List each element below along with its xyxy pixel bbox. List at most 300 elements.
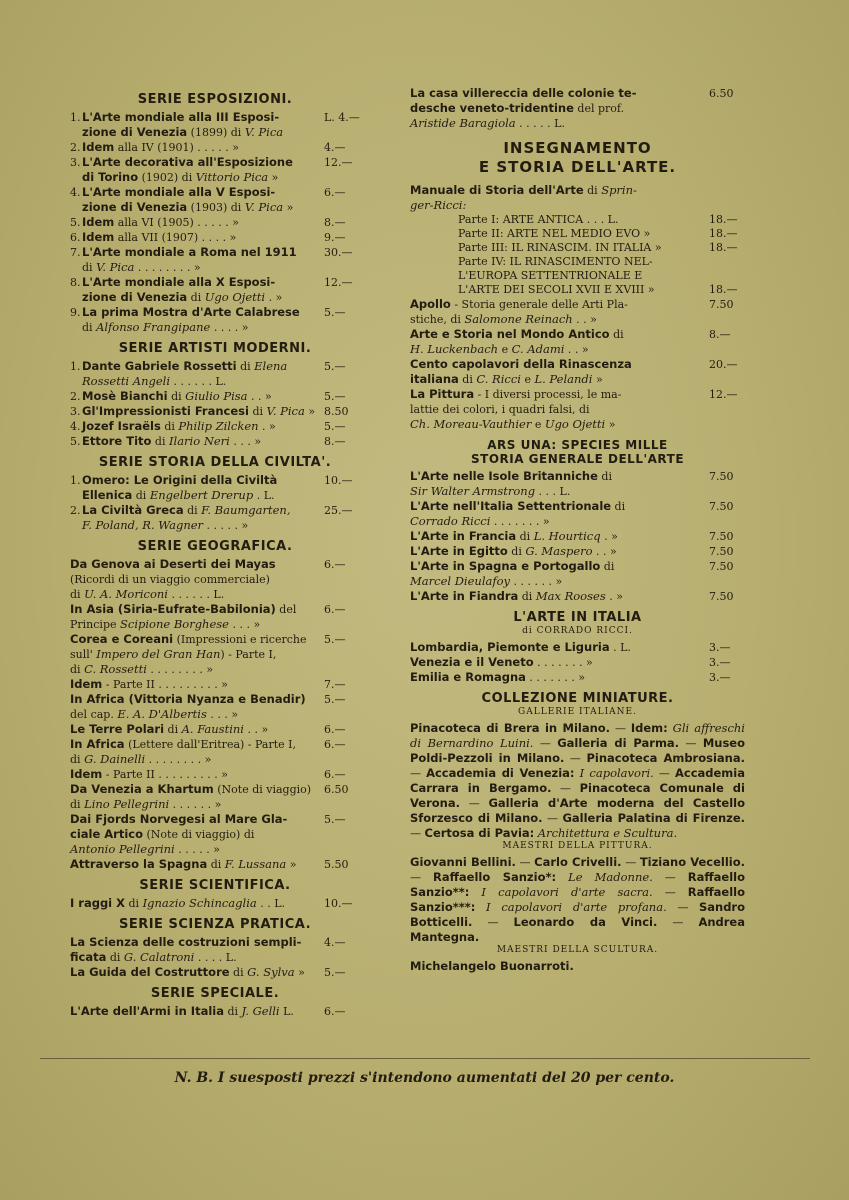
- volume-text: Parte III: IL RINASCIM. IN ITALIA »: [458, 241, 662, 254]
- author-text: I capolavori d'arte profana.: [486, 900, 667, 914]
- entry-price: 7.50: [709, 590, 734, 603]
- entry-text: [410, 589, 703, 604]
- entry-price: L. 4.—: [324, 111, 360, 124]
- title-text: L'Arte in Egitto: [410, 544, 508, 558]
- author-text: Scipione Borghese: [120, 617, 229, 631]
- plain-text: . . . »: [229, 435, 262, 448]
- plain-text: di: [600, 560, 615, 573]
- author-text: Philip Zilcken: [178, 419, 259, 433]
- plain-text: —: [610, 722, 631, 735]
- section-heading: [410, 139, 745, 177]
- catalog-entry: [410, 544, 745, 559]
- title-text: Cento capolavori della Rinascenza: [410, 357, 632, 371]
- author-text: Engelbert Drerup: [149, 488, 254, 502]
- entry-text: [82, 359, 318, 389]
- title-text: L'Arte in Spagna e Portogallo: [410, 559, 601, 573]
- entry-price: 6.—: [324, 738, 346, 751]
- plain-text: . . . »: [206, 708, 239, 721]
- entry-text: [410, 327, 703, 357]
- title-text: Apollo: [410, 297, 451, 311]
- author-text: ger-Ricci:: [410, 198, 467, 212]
- plain-text: (Ricordi di un viaggio commerciale): [70, 573, 270, 586]
- entry-price: [703, 269, 745, 283]
- title-text: La Civiltà Greca: [82, 503, 184, 517]
- author-text: C. Ricci: [476, 372, 521, 386]
- section-heading: SERIE SCIENZA PRATICA.: [118, 917, 312, 932]
- author-text: Le Madonne.: [568, 870, 653, 884]
- entry-text: [410, 544, 703, 559]
- plain-text: lattie dei colori, i quadri falsi, di: [410, 403, 590, 416]
- entry-price: 6.—: [324, 723, 346, 736]
- plain-text: . »: [265, 291, 283, 304]
- entry-text: [82, 215, 318, 230]
- volume-text: Parte II: ARTE NEL MEDIO EVO »: [458, 227, 651, 240]
- footer-note: N. B. I suesposti prezzi s'intendono aumentati del 20 per cento.: [174, 1070, 675, 1086]
- volume-row: [410, 269, 745, 283]
- plain-text: . »: [600, 530, 618, 543]
- author-text: F. Poland, R. Wagner: [82, 518, 204, 532]
- catalog-entry: [70, 155, 360, 185]
- title-text: ficata: [70, 950, 107, 964]
- plain-text: (1902) di: [138, 171, 196, 184]
- catalog-entry: [70, 602, 360, 632]
- plain-text: di: [507, 545, 526, 558]
- plain-text: . . . . . . »: [510, 575, 563, 588]
- title-text: Dante Gabriele Rossetti: [82, 359, 237, 373]
- plain-text: (1903) di: [187, 201, 245, 214]
- plain-text: (Impressioni e ricerche: [173, 633, 307, 646]
- entry-text: [70, 632, 318, 677]
- plain-text: [475, 901, 486, 914]
- catalog-entry: [70, 782, 360, 812]
- plain-text: di: [229, 966, 248, 979]
- entry-number: 2.: [70, 390, 81, 403]
- plain-text: del prof.: [573, 102, 625, 115]
- plain-text: . . . . . . . . »: [145, 753, 212, 766]
- entry-text: [410, 559, 703, 589]
- catalog-entry: [70, 275, 360, 305]
- title-text: di Torino: [82, 170, 139, 184]
- author-text: Alfonso Frangipane: [96, 320, 211, 334]
- plain-text: di: [70, 588, 85, 601]
- catalog-entry: [410, 640, 745, 655]
- plain-text: di: [70, 798, 85, 811]
- title-text: zione di Venezia: [82, 290, 188, 304]
- title-text: Jozef Israëls: [82, 419, 161, 433]
- catalog-entry: [70, 692, 360, 722]
- plain-text: sull': [70, 648, 97, 661]
- plain-text: di: [125, 897, 143, 910]
- section-heading: SERIE GEOGRAFICA.: [137, 539, 293, 554]
- plain-text: . . . »: [228, 618, 261, 631]
- volume-row: [410, 213, 745, 227]
- collection-paragraph: [410, 959, 745, 974]
- catalog-entry: [70, 857, 360, 872]
- volume-row: [410, 283, 745, 297]
- catalog-entry: [70, 389, 360, 404]
- entry-text: [70, 737, 318, 767]
- title-text: Museo Poldi-Pezzoli in Milano.: [410, 736, 745, 765]
- title-text: Galleria di Parma.: [557, 736, 680, 750]
- plain-text: —: [533, 737, 558, 750]
- section-heading: SERIE SPECIALE.: [150, 986, 280, 1001]
- catalog-entry: [70, 434, 360, 449]
- author-text: Sir Walter Armstrong: [410, 484, 536, 498]
- entry-price: 5.—: [324, 693, 346, 706]
- entry-price: 4.—: [324, 936, 346, 949]
- catalog-entry: [70, 245, 360, 275]
- plain-text: di: [187, 291, 205, 304]
- plain-text: —: [551, 782, 580, 795]
- entry-text: [82, 155, 318, 185]
- author-text: F. Lussana: [224, 857, 287, 871]
- entry-price: 7.50: [709, 500, 734, 513]
- plain-text: . . »: [572, 313, 597, 326]
- entry-text: [82, 275, 318, 305]
- plain-text: di: [82, 321, 97, 334]
- title-text: L'Arte decorativa all'Esposizione: [82, 155, 293, 169]
- entry-text: [410, 86, 703, 131]
- plain-text: . . . . . L.: [515, 117, 565, 130]
- entry-text: [70, 896, 318, 911]
- entry-number: 4.: [70, 420, 81, 433]
- plain-text: di: [518, 590, 536, 603]
- entry-price: 10.—: [324, 474, 353, 487]
- entry-price: 12.—: [709, 388, 738, 401]
- catalog-entry: [70, 503, 360, 533]
- plain-text: del: [275, 603, 297, 616]
- section-heading: COLLEZIONE MINIATURE.: [481, 691, 674, 706]
- catalog-entry: [70, 1004, 360, 1019]
- author-text: Marcel Dieulafoy: [410, 574, 511, 588]
- catalog-entry: [410, 327, 745, 357]
- entry-text: [82, 404, 318, 419]
- catalog-entry: [70, 632, 360, 677]
- section-heading: [410, 438, 745, 466]
- title-text: Attraverso la Spagna: [70, 857, 208, 871]
- entry-price: 4.—: [324, 141, 346, 154]
- title-text: zione di Venezia: [82, 200, 188, 214]
- catalog-entry: [70, 419, 360, 434]
- author-text: Vittorio Pica: [195, 170, 269, 184]
- plain-text: —: [652, 871, 688, 884]
- author-text: Ignazio Schincaglia: [142, 896, 257, 910]
- entry-price: 10.—: [324, 897, 353, 910]
- entry-text: [410, 670, 703, 685]
- author-text: V. Pica: [244, 200, 284, 214]
- entry-price: 7.50: [709, 298, 734, 311]
- plain-text: di: [236, 360, 255, 373]
- author-text: Gli affreschi di Bernardino Luini.: [410, 721, 745, 750]
- title-text: Accademia di Venezia:: [426, 766, 575, 780]
- title-text: Arte e Storia nel Mondo Antico: [410, 327, 610, 341]
- plain-text: —: [653, 767, 675, 780]
- author-text: C. Adami: [511, 342, 565, 356]
- plain-text: »: [294, 966, 305, 979]
- title-text: L'Arte in Fiandra: [410, 589, 519, 603]
- title-text: Accademia Carrara in Bergamo.: [410, 766, 745, 795]
- title-text: Sandro Botticelli.: [410, 900, 746, 929]
- plain-text: —: [459, 797, 489, 810]
- plain-text: - I diversi processi, le ma-: [474, 388, 622, 401]
- entry-price: 9.—: [324, 231, 346, 244]
- entry-number: 2.: [70, 504, 81, 517]
- title-text: La casa villereccia delle colonie te-: [410, 86, 637, 100]
- plain-text: di: [248, 405, 267, 418]
- title-text: Emilia e Romagna: [410, 670, 526, 684]
- plain-text: di: [132, 489, 150, 502]
- catalog-entry: [70, 230, 360, 245]
- catalog-entry: [410, 297, 745, 327]
- plain-text: di: [583, 184, 602, 197]
- plain-text: . . . . . . L.: [170, 375, 227, 388]
- volume-text: L'ARTE DEI SECOLI XVII E XVIII »: [458, 283, 655, 296]
- entry-price: 8.—: [324, 216, 346, 229]
- entry-text: [410, 183, 703, 213]
- title-text: Leonardo da Vinci.: [513, 915, 658, 929]
- volume-row: [410, 255, 745, 269]
- entry-text: [82, 230, 318, 245]
- author-text: J. Gelli: [241, 1004, 280, 1018]
- section-subheading: MAESTRI DELLA PITTURA.: [502, 841, 653, 851]
- entry-price: 5.—: [324, 306, 346, 319]
- author-text: G. Dainelli: [84, 752, 146, 766]
- plain-text: »: [268, 171, 279, 184]
- heading-line: STORIA GENERALE DELL'ARTE: [470, 452, 685, 466]
- entry-text: [70, 1004, 318, 1019]
- plain-text: —: [621, 856, 640, 869]
- plain-text: (1899) di: [187, 126, 245, 139]
- entry-price: [703, 183, 745, 213]
- entry-text: [410, 640, 703, 655]
- title-text: Pinacoteca di Brera in Milano.: [410, 721, 611, 735]
- title-text: L'Arte dell'Armi in Italia: [70, 1004, 224, 1018]
- title-text: L'Arte nell'Italia Settentrionale: [410, 499, 612, 513]
- plain-text: . . . . . »: [203, 519, 249, 532]
- plain-text: [469, 886, 481, 899]
- plain-text: di: [160, 420, 179, 433]
- entry-price: 25.—: [324, 504, 353, 517]
- plain-text: . . . . . . »: [169, 798, 222, 811]
- volume-text: L'EUROPA SETTENTRIONALE E: [458, 269, 643, 282]
- author-text: H. Luckenbach: [410, 342, 499, 356]
- entry-price: 8.—: [709, 328, 731, 341]
- volume-row: [410, 227, 745, 241]
- title-text: Le Terre Polari: [70, 722, 165, 736]
- catalog-entry: [410, 499, 745, 529]
- plain-text: . . »: [243, 723, 269, 736]
- entry-text: [70, 812, 318, 857]
- entry-number: 1.: [70, 360, 81, 373]
- plain-text: . . »: [564, 343, 589, 356]
- plain-text: —: [564, 752, 587, 765]
- title-text: Mosè Bianchi: [82, 389, 168, 403]
- entry-price: 6.—: [324, 558, 346, 571]
- catalog-entry: [70, 677, 360, 692]
- plain-text: —: [410, 827, 425, 840]
- plain-text: [556, 871, 568, 884]
- plain-text: di: [597, 470, 612, 483]
- catalog-entry: [410, 357, 745, 387]
- section-heading: SERIE ESPOSIZIONI.: [137, 92, 293, 107]
- title-text: Andrea Mantegna.: [410, 915, 745, 944]
- title-text: La prima Mostra d'Arte Calabrese: [82, 305, 300, 319]
- plain-text: di: [167, 390, 186, 403]
- heading-line: E STORIA DELL'ARTE.: [478, 158, 677, 176]
- title-text: In Africa: [70, 737, 125, 751]
- section-subheading: MAESTRI DELLA SCULTURA.: [496, 945, 659, 955]
- entry-text: [70, 677, 318, 692]
- catalog-entry: [70, 935, 360, 965]
- plain-text: Principe: [70, 618, 120, 631]
- catalog-entry: [70, 215, 360, 230]
- entry-price: [703, 255, 745, 269]
- plain-text: L.: [279, 1005, 294, 1018]
- entry-price: 7.50: [709, 545, 734, 558]
- title-text: Omero: Le Origini della Civiltà: [82, 473, 278, 487]
- title-text: La Scienza delle costruzioni sempli-: [70, 935, 302, 949]
- plain-text: di: [183, 504, 202, 517]
- author-text: Rossetti Angeli: [82, 374, 171, 388]
- entry-price: 18.—: [709, 241, 738, 254]
- title-text: L'Arte mondiale a Roma nel 1911: [82, 245, 297, 259]
- title-text: Ettore Tito: [82, 434, 152, 448]
- entry-text: [70, 602, 318, 632]
- plain-text: - Parte II . . . . . . . . . »: [102, 678, 229, 691]
- title-text: italiana: [410, 372, 459, 386]
- entry-text: [70, 722, 318, 737]
- catalog-entry: [410, 469, 745, 499]
- author-text: A. Faustini: [181, 722, 244, 736]
- catalog-entry: [70, 473, 360, 503]
- plain-text: di: [458, 373, 477, 386]
- title-text: Galleria d'Arte moderna del Castello Sforzesco di Milano.: [410, 796, 745, 825]
- entry-text: [82, 185, 318, 215]
- plain-text: alla VII (1907) . . . . »: [114, 231, 237, 244]
- catalog-entry: [70, 557, 360, 602]
- plain-text: . . L.: [256, 897, 286, 910]
- entry-number: 3.: [70, 405, 81, 418]
- author-text: Giulio Pisa: [185, 389, 248, 403]
- plain-text: —: [657, 916, 699, 929]
- title-text: Raffaello Sanzio**:: [410, 870, 746, 899]
- section-subheading: GALLERIE ITALIANE.: [518, 707, 637, 717]
- plain-text: —: [472, 916, 514, 929]
- title-text: Pinacoteca Ambrosiana.: [586, 751, 745, 765]
- plain-text: alla VI (1905) . . . . . »: [114, 216, 239, 229]
- title-text: L'Arte nelle Isole Britanniche: [410, 469, 598, 483]
- entry-number: 2.: [70, 141, 81, 154]
- entry-price: 7.50: [709, 470, 734, 483]
- entry-price: 5.—: [324, 390, 346, 403]
- title-text: L'Arte mondiale alla X Esposi-: [82, 275, 276, 289]
- entry-price: 3.—: [709, 671, 731, 684]
- author-text: G. Sylva: [247, 965, 295, 979]
- catalog-entry: [410, 589, 745, 604]
- catalog-entry: [70, 737, 360, 767]
- author-text: Ugo Ojetti: [204, 290, 266, 304]
- entry-price: 18.—: [709, 283, 738, 296]
- title-text: Da Venezia a Khartum: [70, 782, 214, 796]
- plain-text: di: [611, 500, 626, 513]
- entry-number: 4.: [70, 186, 81, 199]
- catalog-entry: [70, 965, 360, 980]
- footer-rule: [40, 1058, 810, 1059]
- plain-text: . . . L.: [535, 485, 571, 498]
- plain-text: —: [666, 901, 699, 914]
- plain-text: . . . . . . . . »: [146, 663, 214, 676]
- plain-text: di: [106, 951, 124, 964]
- title-text: L'Arte mondiale alla III Esposi-: [82, 110, 280, 124]
- author-text: Architettura e Scultura.: [537, 826, 678, 840]
- entry-text: [70, 857, 318, 872]
- volume-text: Parte I: ARTE ANTICA . . . L.: [458, 213, 619, 226]
- heading-line: ARS UNA: SPECIES MILLE: [487, 438, 668, 452]
- author-text: F. Baumgarten,: [201, 503, 291, 517]
- plain-text: . »: [605, 590, 623, 603]
- author-text: Ugo Ojetti: [544, 417, 606, 431]
- author-text: Antonio Pellegrini: [70, 842, 175, 856]
- title-text: Tiziano Vecellio.: [639, 855, 746, 869]
- entry-price: 30.—: [324, 246, 353, 259]
- catalog-entry: [70, 140, 360, 155]
- author-text: U. A. Moriconi: [84, 587, 168, 601]
- plain-text: - Storia generale delle Arti Pla-: [450, 298, 628, 311]
- plain-text: »: [304, 405, 316, 418]
- plain-text: di: [609, 328, 624, 341]
- entry-text: [70, 965, 318, 980]
- plain-text: del cap.: [70, 708, 118, 721]
- author-text: I capolavori d'arte sacra.: [481, 885, 653, 899]
- title-text: Corea e Coreani: [70, 632, 174, 646]
- catalog-entry: [410, 655, 745, 670]
- collection-paragraph: [410, 721, 745, 841]
- title-text: Da Genova ai Deserti dei Mayas: [70, 557, 276, 571]
- author-text: G. Calatroni: [123, 950, 195, 964]
- plain-text: . . . . . . L.: [167, 588, 225, 601]
- title-text: Raffaello Sanzio*:: [432, 870, 557, 884]
- plain-text: e: [498, 343, 512, 356]
- author-text: C. Rossetti: [84, 662, 147, 676]
- entry-text: [410, 357, 703, 387]
- plain-text: —: [542, 812, 563, 825]
- plain-text: —: [679, 737, 703, 750]
- plain-text: . . . . . . . . »: [134, 261, 201, 274]
- left-column: [70, 86, 360, 1019]
- plain-text: »: [605, 418, 616, 431]
- plain-text: (Note di viaggio): [213, 783, 312, 796]
- title-text: L'Arte mondiale alla V Esposi-: [82, 185, 276, 199]
- plain-text: di: [207, 858, 225, 871]
- title-text: Lombardia, Piemonte e Liguria: [410, 640, 610, 654]
- entry-text: [82, 140, 318, 155]
- title-text: Carlo Crivelli.: [534, 855, 622, 869]
- catalog-entry: [410, 559, 745, 589]
- title-text: L'Arte in Francia: [410, 529, 517, 543]
- title-text: Michelangelo Buonarroti.: [410, 959, 574, 973]
- plain-text: —: [410, 767, 427, 780]
- plain-text: »: [592, 373, 603, 386]
- plain-text: di: [82, 261, 97, 274]
- entry-price: 20.—: [709, 358, 738, 371]
- author-text: V. Pica: [96, 260, 135, 274]
- entry-text: [410, 499, 703, 529]
- entry-price: 6.50: [709, 87, 734, 100]
- entry-price: 5.—: [324, 966, 346, 979]
- title-text: Galleria Palatina di Firenze.: [562, 811, 746, 825]
- entry-price: 5.—: [324, 633, 346, 646]
- plain-text: . . »: [592, 545, 617, 558]
